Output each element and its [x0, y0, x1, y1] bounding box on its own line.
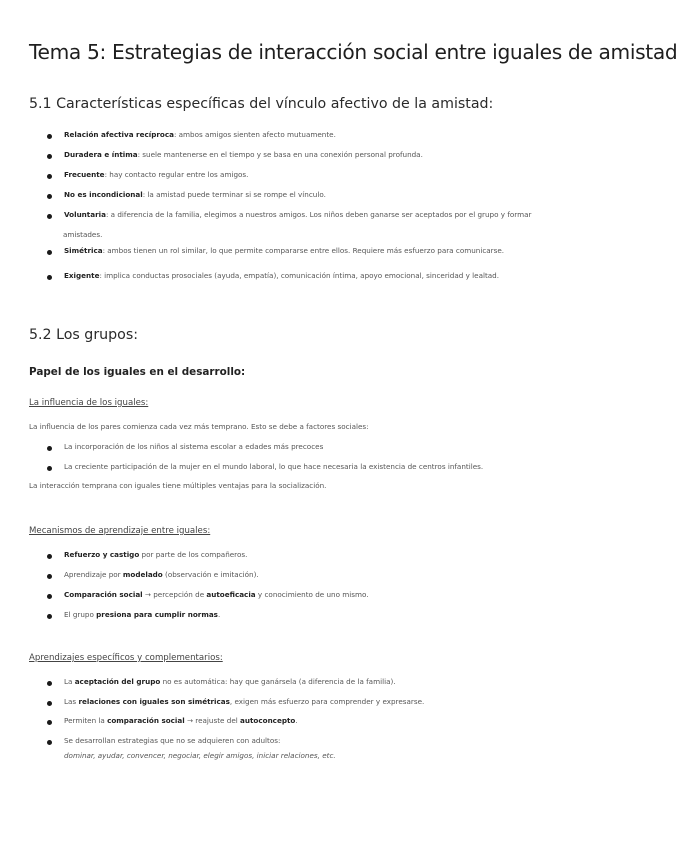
bullet-icon	[47, 275, 52, 280]
bullet-icon	[47, 701, 52, 706]
strategies-examples: dominar, ayudar, convencer, negociar, elegir amigos, iniciar relaciones, etc.	[64, 750, 336, 760]
learnings-title: Aprendizajes específicos y complementarios:	[29, 653, 223, 663]
list-item-text	[64, 125, 336, 145]
list-item-text	[64, 205, 531, 244]
bullet-icon	[47, 154, 52, 159]
bullet-icon	[47, 681, 52, 686]
body-text: → percepción de	[142, 590, 207, 599]
list-item-text	[64, 565, 259, 585]
influence-outro: La interacción temprana con iguales tiene múltiples ventajas para la socialización.	[29, 481, 327, 490]
section-heading-5-1: 5.1 Características específicas del vínculo afectivo de la amistad:	[29, 96, 494, 112]
emphasis-text: autoconcepto	[240, 716, 296, 725]
bullet-icon	[47, 214, 52, 219]
emphasis-text: relaciones con iguales son simétricas	[78, 696, 230, 706]
page-title: Tema 5: Estrategias de interacción social entre iguales de amistad	[29, 40, 677, 64]
term-description: : suele mantenerse en el tiempo y se basa en una conexión personal profunda.	[137, 150, 423, 159]
term-label: Voluntaria	[64, 210, 106, 219]
influence-title: La influencia de los iguales:	[29, 398, 149, 408]
body-text: .	[217, 610, 221, 619]
list-item-text	[64, 185, 326, 205]
body-text: .	[295, 716, 298, 725]
list-item-text	[64, 711, 298, 731]
term-description: : implica conductas prosociales (ayuda, empatía), comunicación íntima, apoyo emocional, sinceridad y lealtad.	[99, 271, 500, 280]
bullet-icon	[47, 614, 52, 619]
influence-intro: La influencia de los pares comienza cada vez más temprano. Esto se debe a factores sociales:	[29, 422, 369, 431]
emphasis-text: autoeficacia	[206, 590, 256, 599]
emphasis-text: aceptación del grupo	[74, 677, 161, 686]
list-item-text	[64, 457, 483, 477]
term-label: Duradera e íntima	[64, 150, 138, 159]
list-item-text	[64, 266, 499, 286]
term-label: Frecuente	[64, 170, 105, 179]
bullet-icon	[47, 466, 52, 471]
body-text: La	[64, 677, 75, 686]
section-heading-5-2: 5.2 Los grupos:	[29, 327, 138, 343]
emphasis-text: comparación social	[107, 716, 185, 725]
term-description: : ambos amigos sienten afecto mutuamente.	[173, 130, 336, 139]
list-item-text	[64, 692, 424, 712]
body-text: El grupo	[64, 610, 97, 619]
term-label: Relación afectiva recíproca	[64, 130, 174, 139]
term-label: Simétrica	[64, 246, 103, 255]
bullet-icon	[47, 174, 52, 179]
body-text: Permiten la	[64, 716, 108, 725]
bullet-icon	[47, 446, 52, 451]
list-item-text	[64, 241, 504, 261]
term-label: Exigente	[64, 271, 100, 280]
bullet-icon	[47, 594, 52, 599]
body-text: y conocimiento de uno mismo.	[255, 590, 369, 599]
list-item-text	[64, 672, 396, 692]
emphasis-text: Refuerzo y castigo	[64, 550, 140, 559]
body-text: Las	[64, 696, 79, 706]
bullet-icon	[47, 250, 52, 255]
term-description: : la amistad puede terminar si se rompe el vínculo.	[142, 190, 326, 199]
emphasis-text: presiona para cumplir normas	[96, 610, 218, 619]
term-description: : ambos tienen un rol similar, lo que permite compararse entre ellos. Requiere más esfuerzo para comunicarse.	[102, 246, 505, 255]
bullet-icon	[47, 554, 52, 559]
body-text: por parte de los compañeros.	[139, 550, 248, 559]
list-item-text	[64, 145, 423, 165]
bullet-icon	[47, 134, 52, 139]
term-description: : a diferencia de la familia, elegimos a nuestros amigos. Los niños deben ganarse ser aceptados por el grupo y formar	[105, 210, 532, 219]
body-text: → reajuste del	[184, 716, 241, 725]
list-item-text	[64, 437, 323, 457]
list-item-text	[64, 605, 220, 625]
bullet-icon	[47, 194, 52, 199]
influence-factor: La creciente participación de la mujer en el mundo laboral, lo que hace necesaria la existencia de centros infantiles.	[64, 462, 484, 471]
influence-factor: La incorporación de los niños al sistema escolar a edades más precoces	[64, 442, 324, 451]
emphasis-text: Comparación social	[64, 590, 143, 599]
list-item-text	[64, 545, 247, 565]
list-item-text	[64, 165, 248, 185]
body-text: , exigen más esfuerzo para comprender y expresarse.	[229, 696, 425, 706]
emphasis-text: modelado	[122, 570, 163, 579]
term-label: No es incondicional	[64, 190, 143, 199]
bullet-icon	[47, 574, 52, 579]
term-description: : hay contacto regular entre los amigos.	[104, 170, 249, 179]
bullet-icon	[47, 740, 52, 745]
body-text: no es automática: hay que ganársela (a diferencia de la familia).	[160, 677, 396, 686]
body-text: Aprendizaje por	[64, 570, 123, 579]
body-text: (observación e imitación).	[162, 570, 259, 579]
bullet-icon	[47, 720, 52, 725]
body-text: Se desarrollan estrategias que no se adquieren con adultos:	[64, 735, 281, 745]
term-description-continued: amistades.	[63, 229, 103, 239]
list-item-text	[64, 731, 280, 751]
mechanisms-title: Mecanismos de aprendizaje entre iguales:	[29, 526, 211, 536]
list-item-text	[64, 585, 369, 605]
subheading-peers-role: Papel de los iguales en el desarrollo:	[29, 366, 246, 378]
